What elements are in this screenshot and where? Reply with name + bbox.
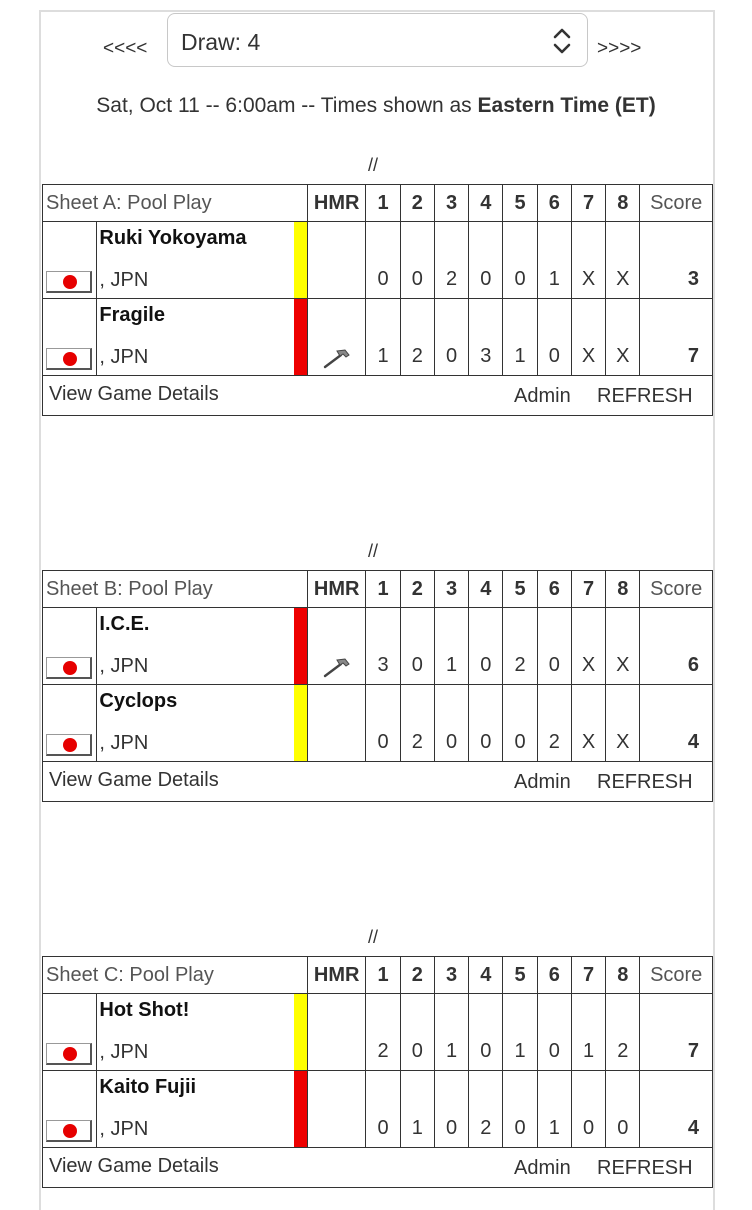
flag-cell [43, 222, 97, 299]
end-header: 6 [537, 571, 571, 608]
refresh-link[interactable]: REFRESH [597, 385, 693, 407]
draw-datetime [0, 94, 752, 118]
end-header: 2 [400, 185, 434, 222]
japan-flag-icon [46, 734, 92, 756]
end-score: 0 [400, 608, 434, 685]
total-score: 7 [640, 994, 713, 1071]
stone-color-indicator [294, 994, 307, 1070]
team-row [43, 994, 713, 1071]
team-country: , JPN [99, 269, 149, 291]
end-score: 3 [366, 608, 400, 685]
end-score: 0 [537, 608, 571, 685]
end-header: 1 [366, 957, 400, 994]
flag-cell [43, 1071, 97, 1148]
end-header: 7 [571, 185, 605, 222]
flag-cell [43, 299, 97, 376]
end-score: 2 [503, 608, 537, 685]
japan-flag-icon [46, 271, 92, 293]
score-header: Score [640, 185, 713, 222]
hmr-header: HMR [307, 571, 365, 608]
stone-color-indicator [294, 1071, 307, 1147]
end-score: X [606, 608, 640, 685]
total-score: 4 [640, 1071, 713, 1148]
score-header: Score [640, 571, 713, 608]
end-score: X [606, 685, 640, 762]
team-cell [97, 994, 294, 1071]
stone-color-indicator [294, 685, 307, 761]
stone-color-indicator [294, 222, 307, 298]
end-score: 0 [503, 1071, 537, 1148]
japan-flag-icon [46, 657, 92, 679]
team-country: , JPN [99, 1118, 149, 1140]
end-score: 2 [469, 1071, 503, 1148]
team-country: , JPN [99, 655, 149, 677]
admin-link[interactable]: Admin [514, 771, 571, 793]
end-score: 1 [434, 994, 468, 1071]
hammer-cell [307, 299, 365, 376]
hammer-icon [322, 656, 352, 678]
team-row [43, 299, 713, 376]
score-header: Score [640, 957, 713, 994]
total-score: 4 [640, 685, 713, 762]
team-name[interactable]: Cyclops [99, 690, 178, 712]
chevron-up-down-icon [551, 26, 573, 56]
team-country: , JPN [99, 1041, 149, 1063]
end-header: 2 [400, 957, 434, 994]
team-row [43, 1071, 713, 1148]
end-header: 7 [571, 957, 605, 994]
hammer-cell [307, 222, 365, 299]
team-name[interactable]: Fragile [99, 304, 165, 326]
view-game-details-link[interactable]: View Game Details [49, 1155, 219, 1177]
end-score: 1 [400, 1071, 434, 1148]
end-score: 2 [366, 994, 400, 1071]
admin-link[interactable]: Admin [514, 385, 571, 407]
total-score: 6 [640, 608, 713, 685]
refresh-link[interactable]: REFRESH [597, 771, 693, 793]
team-row [43, 608, 713, 685]
end-score: X [606, 299, 640, 376]
end-header: 8 [606, 957, 640, 994]
end-header: 5 [503, 571, 537, 608]
end-score: 2 [606, 994, 640, 1071]
end-score: 0 [400, 222, 434, 299]
end-score: X [571, 608, 605, 685]
hammer-cell [307, 994, 365, 1071]
end-header: 4 [469, 571, 503, 608]
end-score: 0 [434, 299, 468, 376]
end-score: 2 [400, 685, 434, 762]
datetime-text: Sat, Oct 11 -- 6:00am -- Times shown as [96, 94, 478, 117]
end-score: 0 [537, 994, 571, 1071]
flag-cell [43, 685, 97, 762]
end-score: 1 [503, 299, 537, 376]
refresh-link[interactable]: REFRESH [597, 1157, 693, 1179]
timezone-label: Eastern Time (ET) [477, 94, 656, 117]
end-score: 0 [366, 685, 400, 762]
team-cell [97, 608, 294, 685]
end-header: 3 [434, 957, 468, 994]
end-header: 3 [434, 571, 468, 608]
end-score: 1 [537, 1071, 571, 1148]
end-score: 1 [434, 608, 468, 685]
team-row [43, 222, 713, 299]
team-name[interactable]: I.C.E. [99, 613, 150, 635]
japan-flag-icon [46, 348, 92, 370]
total-score: 3 [640, 222, 713, 299]
end-score: 1 [503, 994, 537, 1071]
end-header: 6 [537, 957, 571, 994]
team-country: , JPN [99, 732, 149, 754]
end-header: 1 [366, 571, 400, 608]
end-score: 0 [503, 222, 537, 299]
game-footer [43, 762, 713, 802]
stone-color-cell [294, 994, 307, 1071]
end-score: 1 [366, 299, 400, 376]
end-header: 8 [606, 571, 640, 608]
flag-cell [43, 994, 97, 1071]
game-separator: // [368, 541, 379, 561]
end-score: 0 [469, 994, 503, 1071]
end-score: 2 [537, 685, 571, 762]
stone-color-cell [294, 608, 307, 685]
end-score: X [571, 222, 605, 299]
hammer-cell [307, 608, 365, 685]
team-cell [97, 685, 294, 762]
end-score: 0 [606, 1071, 640, 1148]
japan-flag-icon [46, 1120, 92, 1142]
hammer-cell [307, 685, 365, 762]
stone-color-cell [294, 299, 307, 376]
end-header: 7 [571, 571, 605, 608]
sheet-label: Sheet B: Pool Play [43, 571, 308, 608]
hmr-header: HMR [307, 957, 365, 994]
next-draw-link[interactable]: >>>> [597, 38, 642, 59]
team-cell [97, 222, 294, 299]
end-score: X [606, 222, 640, 299]
team-row [43, 685, 713, 762]
game-separator: // [368, 927, 379, 947]
stone-color-indicator [294, 299, 307, 375]
team-name[interactable]: Ruki Yokoyama [99, 227, 247, 249]
team-cell [97, 299, 294, 376]
end-header: 5 [503, 957, 537, 994]
end-score: 0 [503, 685, 537, 762]
end-score: 0 [469, 685, 503, 762]
flag-cell [43, 608, 97, 685]
japan-flag-icon [46, 1043, 92, 1065]
end-score: 2 [434, 222, 468, 299]
draw-select[interactable] [167, 13, 588, 67]
end-score: 0 [571, 1071, 605, 1148]
stone-color-cell [294, 685, 307, 762]
end-score: 0 [400, 994, 434, 1071]
game-scoreboard [42, 570, 713, 802]
end-header: 2 [400, 571, 434, 608]
end-score: 0 [434, 1071, 468, 1148]
hmr-header: HMR [307, 185, 365, 222]
end-header: 4 [469, 957, 503, 994]
end-score: 0 [469, 222, 503, 299]
end-header: 1 [366, 185, 400, 222]
view-game-details-link[interactable]: View Game Details [49, 383, 219, 405]
admin-link[interactable]: Admin [514, 1157, 571, 1179]
game-footer [43, 376, 713, 416]
end-score: 0 [469, 608, 503, 685]
game-scoreboard [42, 184, 713, 416]
end-score: 0 [434, 685, 468, 762]
end-header: 4 [469, 185, 503, 222]
end-header: 8 [606, 185, 640, 222]
hammer-cell [307, 1071, 365, 1148]
game-scoreboard [42, 956, 713, 1188]
sheet-label: Sheet A: Pool Play [43, 185, 308, 222]
end-score: 0 [366, 1071, 400, 1148]
sheet-label: Sheet C: Pool Play [43, 957, 308, 994]
total-score: 7 [640, 299, 713, 376]
draw-select-value: Draw: 4 [181, 29, 261, 55]
prev-draw-link[interactable]: <<<< [103, 38, 148, 59]
end-header: 3 [434, 185, 468, 222]
game-footer [43, 1148, 713, 1188]
team-name[interactable]: Kaito Fujii [99, 1076, 197, 1098]
stone-color-indicator [294, 608, 307, 684]
end-score: 0 [366, 222, 400, 299]
team-cell [97, 1071, 294, 1148]
end-header: 6 [537, 185, 571, 222]
view-game-details-link[interactable]: View Game Details [49, 769, 219, 791]
hammer-icon [322, 347, 352, 369]
stone-color-cell [294, 222, 307, 299]
team-country: , JPN [99, 346, 149, 368]
end-score: 3 [469, 299, 503, 376]
end-score: X [571, 685, 605, 762]
end-score: 2 [400, 299, 434, 376]
end-header: 5 [503, 185, 537, 222]
end-score: 1 [537, 222, 571, 299]
end-score: 0 [537, 299, 571, 376]
end-score: X [571, 299, 605, 376]
team-name[interactable]: Hot Shot! [99, 999, 190, 1021]
game-separator: // [368, 155, 379, 175]
stone-color-cell [294, 1071, 307, 1148]
end-score: 1 [571, 994, 605, 1071]
